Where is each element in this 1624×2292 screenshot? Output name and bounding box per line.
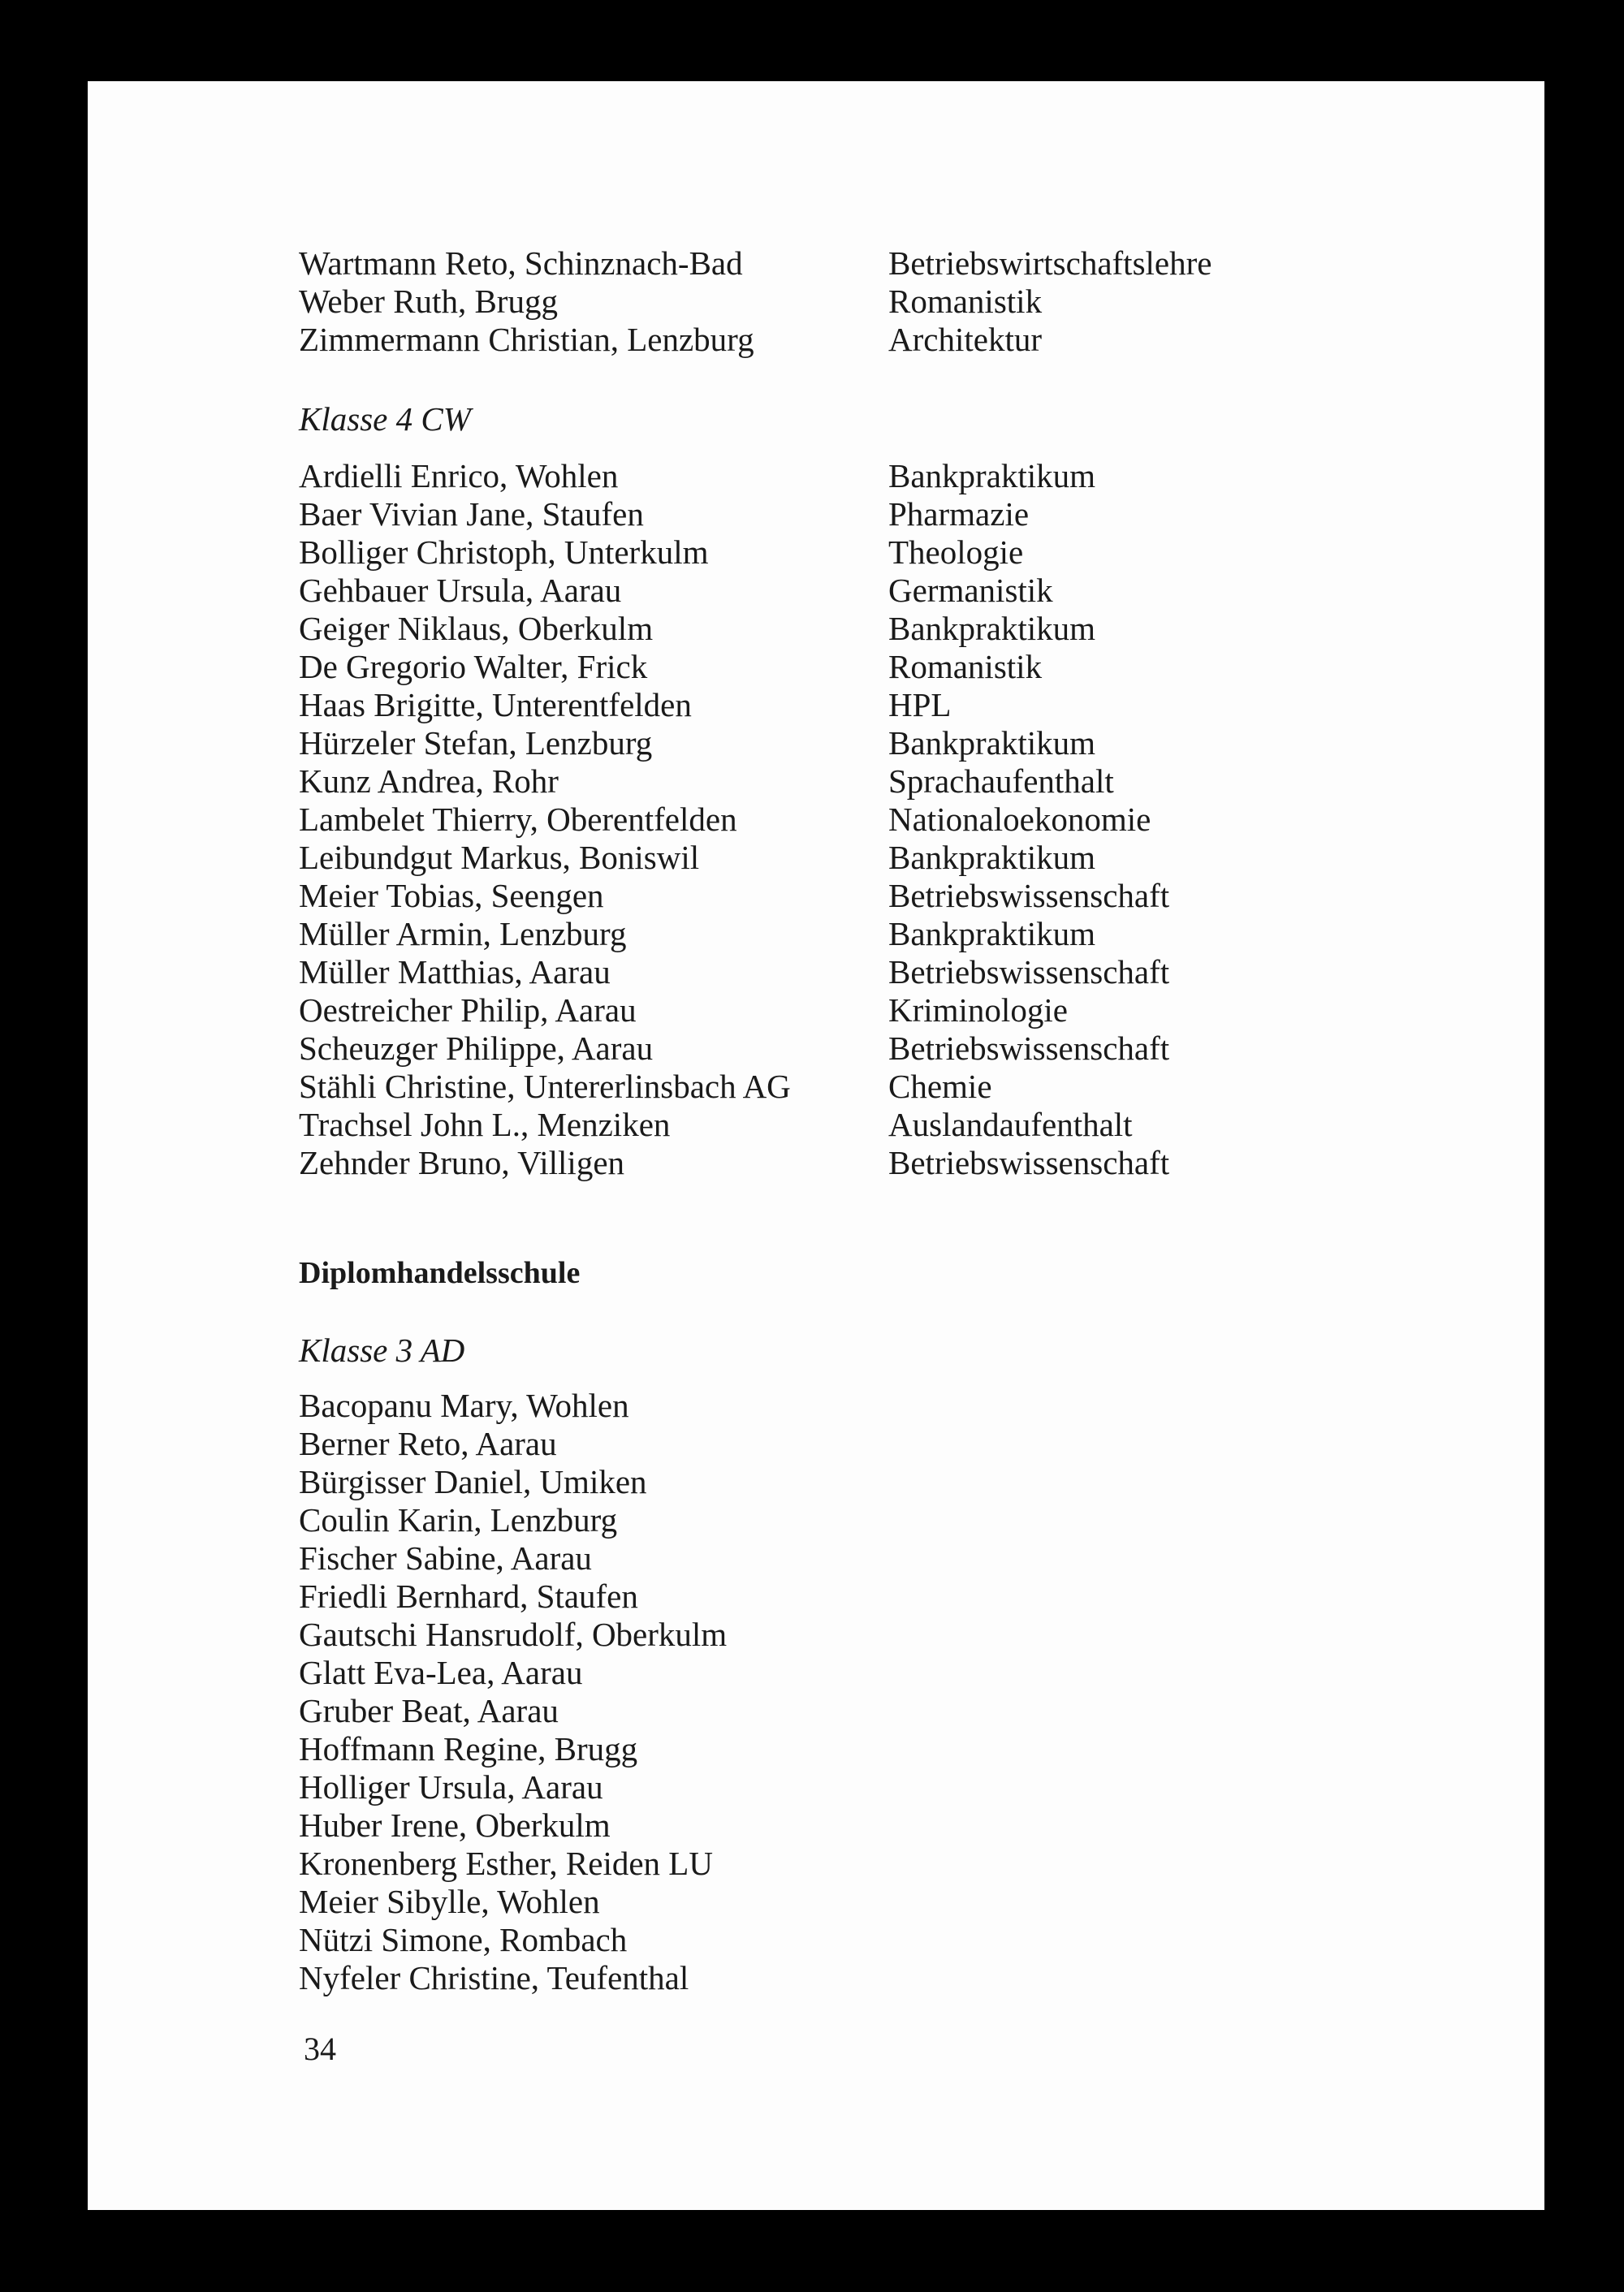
list-item: Holliger Ursula, Aarau: [299, 1768, 603, 1806]
list-item: [299, 495, 1169, 533]
list-item: Glatt Eva-Lea, Aarau: [299, 1654, 583, 1691]
page-number: 34: [304, 2031, 336, 2067]
list-item: Gruber Beat, Aarau: [299, 1692, 559, 1729]
student-name: Haas Brigitte, Unterentfelden: [299, 686, 692, 723]
study-field: Bankpraktikum: [888, 915, 1096, 952]
list-item: [299, 533, 1169, 572]
list-item: [299, 1068, 1169, 1106]
study-field: Theologie: [888, 533, 1024, 571]
list-item: [299, 953, 1169, 991]
student-name: Lambelet Thierry, Oberentfelden: [299, 801, 737, 838]
list-item: [299, 1106, 1169, 1144]
list-item: [299, 991, 1169, 1029]
list-item: [299, 283, 1212, 321]
study-field: Bankpraktikum: [888, 610, 1096, 647]
list-item: [299, 839, 1169, 877]
student-name: Trachsel John L., Menziken: [299, 1106, 671, 1143]
list-item: [299, 610, 1169, 648]
student-name: Leibundgut Markus, Boniswil: [299, 839, 700, 876]
study-field: Romanistik: [888, 283, 1043, 320]
student-name: Scheuzger Philippe, Aarau: [299, 1029, 654, 1067]
student-name: Wartmann Reto, Schinznach-Bad: [299, 244, 743, 282]
list-item: [299, 724, 1169, 762]
student-name: Hürzeler Stefan, Lenzburg: [299, 724, 653, 762]
list-item: [299, 877, 1169, 915]
student-name: Oestreicher Philip, Aarau: [299, 991, 637, 1029]
study-field: Betriebswissenschaft: [888, 1144, 1170, 1181]
study-field: Betriebswissenschaft: [888, 1029, 1170, 1067]
student-name: Zimmermann Christian, Lenzburg: [299, 321, 754, 358]
student-name: Müller Armin, Lenzburg: [299, 915, 627, 952]
list-item: [299, 915, 1169, 953]
student-name: Kunz Andrea, Rohr: [299, 762, 559, 800]
class-3ad-list: [299, 1387, 727, 1997]
list-item: Nützi Simone, Rombach: [299, 1921, 628, 1958]
study-field: Nationaloekonomie: [888, 801, 1151, 838]
list-item: Gautschi Hansrudolf, Oberkulm: [299, 1616, 728, 1653]
study-field: Pharmazie: [888, 495, 1030, 533]
student-name: Geiger Niklaus, Oberkulm: [299, 610, 654, 647]
list-item: [299, 648, 1169, 686]
student-name: Gehbauer Ursula, Aarau: [299, 572, 622, 609]
class-4cw-list: [299, 457, 1169, 1182]
student-name: Müller Matthias, Aarau: [299, 953, 611, 991]
study-field: Germanistik: [888, 572, 1053, 609]
study-field: Romanistik: [888, 648, 1043, 685]
student-name: Ardielli Enrico, Wohlen: [299, 457, 619, 494]
class-3ad-heading: Klasse 3 AD: [299, 1332, 465, 1369]
study-field: Bankpraktikum: [888, 724, 1096, 762]
student-name: Zehnder Bruno, Villigen: [299, 1144, 625, 1181]
list-item: Nyfeler Christine, Teufenthal: [299, 1959, 689, 1996]
list-item: [299, 1144, 1169, 1182]
top-entries: [299, 244, 1212, 359]
list-item: Coulin Karin, Lenzburg: [299, 1501, 618, 1539]
list-item: [299, 686, 1169, 724]
student-name: Meier Tobias, Seengen: [299, 877, 604, 914]
list-item: Bürgisser Daniel, Umiken: [299, 1463, 647, 1500]
study-field: Betriebswissenschaft: [888, 877, 1170, 914]
study-field: Bankpraktikum: [888, 839, 1096, 876]
study-field: Kriminologie: [888, 991, 1068, 1029]
list-item: Berner Reto, Aarau: [299, 1425, 557, 1462]
list-item: [299, 321, 1212, 359]
student-name: Baer Vivian Jane, Staufen: [299, 495, 644, 533]
list-item: Fischer Sabine, Aarau: [299, 1539, 592, 1577]
list-item: Kronenberg Esther, Reiden LU: [299, 1845, 713, 1882]
student-name: De Gregorio Walter, Frick: [299, 648, 648, 685]
study-field: Sprachaufenthalt: [888, 762, 1114, 800]
study-field: Betriebswissenschaft: [888, 953, 1170, 991]
study-field: Bankpraktikum: [888, 457, 1096, 494]
study-field: Architektur: [888, 321, 1042, 358]
list-item: [299, 457, 1169, 495]
list-item: Hoffmann Regine, Brugg: [299, 1730, 638, 1768]
list-item: [299, 1029, 1169, 1068]
student-name: Weber Ruth, Brugg: [299, 283, 558, 320]
list-item: Huber Irene, Oberkulm: [299, 1806, 611, 1844]
study-field: Chemie: [888, 1068, 992, 1105]
study-field: Auslandaufenthalt: [888, 1106, 1133, 1143]
list-item: Meier Sibylle, Wohlen: [299, 1883, 600, 1920]
list-item: Bacopanu Mary, Wohlen: [299, 1387, 629, 1424]
student-name: Stähli Christine, Untererlinsbach AG: [299, 1068, 791, 1105]
list-item: [299, 244, 1212, 283]
study-field: Betriebswirtschaftslehre: [888, 244, 1212, 282]
list-item: [299, 801, 1169, 839]
class-4cw-heading: Klasse 4 CW: [299, 400, 471, 438]
list-item: [299, 572, 1169, 610]
student-name: Bolliger Christoph, Unterkulm: [299, 533, 709, 571]
list-item: Friedli Bernhard, Staufen: [299, 1578, 638, 1615]
list-item: [299, 762, 1169, 801]
study-field: HPL: [888, 686, 952, 723]
section-title: Diplomhandelsschule: [299, 1256, 581, 1290]
